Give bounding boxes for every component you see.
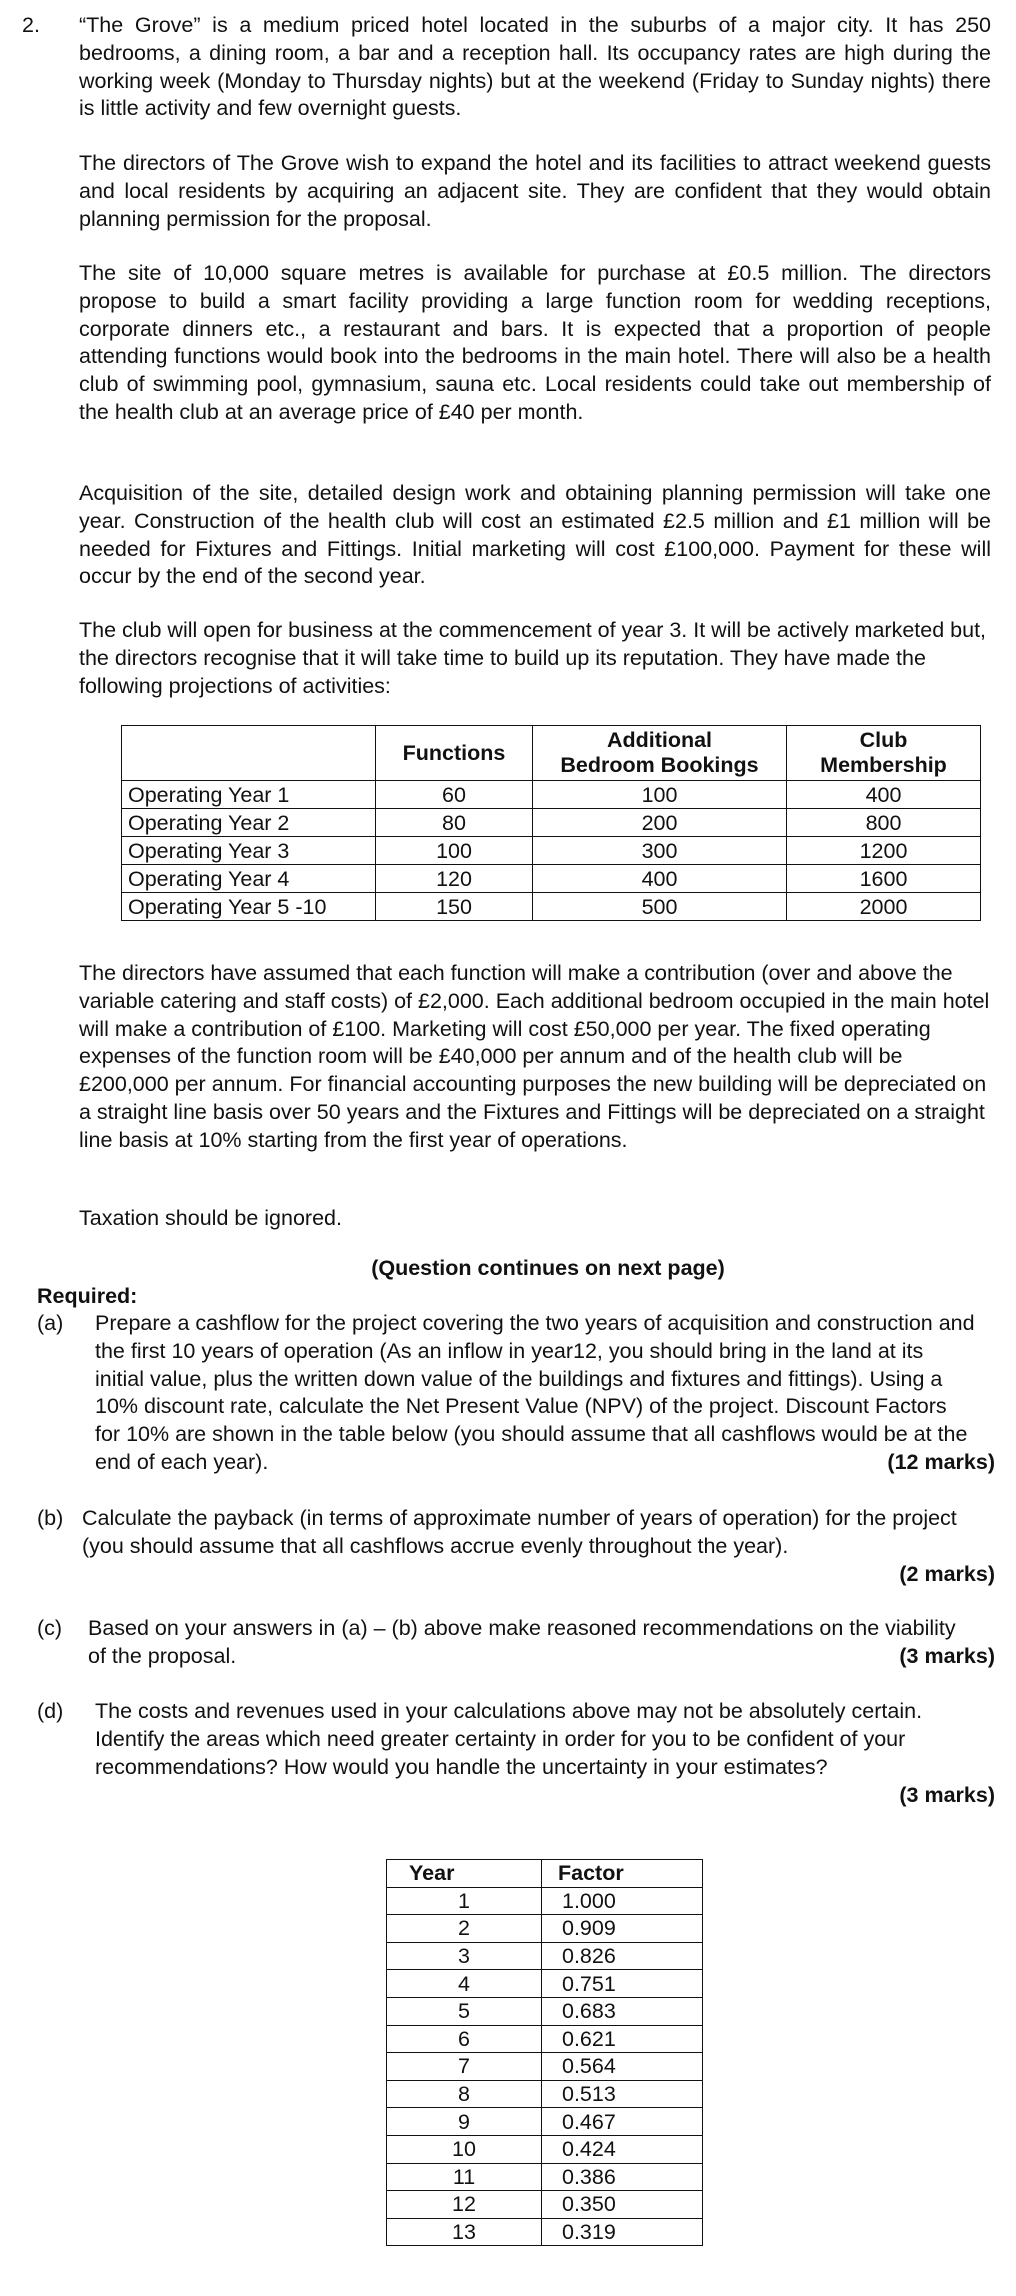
table-row [122,837,981,865]
table-row [387,2163,703,2191]
directors-paragraph: The directors of The Grove wish to expand the hotel and its facilities to attract weekend guests and local residents by acquiring an adjacent site. They are confident that they would obtain planning permission for the proposal. [79,151,991,231]
year-cell: 2 [387,1915,542,1943]
year-cell: 12 [387,2191,542,2219]
membership-value: 400 [787,781,981,809]
table-row [387,2135,703,2163]
factor-cell: 0.467 [542,2108,703,2136]
taxation-note: Taxation should be ignored. [79,1206,342,1230]
factor-cell: 0.683 [542,1997,703,2025]
row-label: Operating Year 5 -10 [122,893,376,921]
item-d-text: The costs and revenues used in your calculations above may not be absolutely certain. Identify the areas which need greater certainty in order for you to be confident of your recommendations? How would you handle the uncertainty in your estimates? [95,1699,923,1779]
table-row [387,1915,703,1943]
factor-cell: 0.909 [542,1915,703,1943]
functions-value: 100 [376,837,533,865]
table-row [387,1887,703,1915]
factor-cell: 0.751 [542,1970,703,1998]
row-label: Operating Year 1 [122,781,376,809]
item-b-text: Calculate the payback (in terms of approximate number of years of operation) for the project (you should assume that all cashflows accrue evenly throughout the year). [82,1506,957,1558]
required-heading: Required: [37,1284,138,1308]
assumptions-paragraph: The directors have assumed that each function will make a contribution (over and above the variable catering and staff costs) of £2,000. Each additional bedroom occupied in the main hotel will make a contribution of £100. Marketing will cost £50,000 per year. The fixed operating expenses of the function room will be £40,000 per annum and of the health club will be £200,000 per annum. For financial accounting purposes the new building will be depreciated on a straight line basis over 50 years and the Fixtures and Fittings will be depreciated on a straight line basis at 10% starting from the first year of operations. [79,961,990,1152]
table-row [387,1970,703,1998]
table-row [122,781,981,809]
bookings-value: 100 [533,781,787,809]
factor-cell: 0.513 [542,2080,703,2108]
year-cell: 4 [387,1970,542,1998]
row-label: Operating Year 3 [122,837,376,865]
header-factor: Factor [542,1860,703,1888]
functions-value: 80 [376,809,533,837]
functions-value: 120 [376,865,533,893]
factor-cell: 0.621 [542,2025,703,2053]
table-row [122,809,981,837]
table-row [387,2025,703,2053]
membership-value: 2000 [787,893,981,921]
factor-cell: 0.386 [542,2163,703,2191]
table-row [387,2080,703,2108]
year-cell: 13 [387,2218,542,2246]
table-row [387,2218,703,2246]
opening-paragraph: The club will open for business at the commencement of year 3. It will be actively marketed but, the directors recognise that it will take time to build up its reputation. They have made the following projections of activities: [79,618,987,698]
functions-value: 150 [376,893,533,921]
year-cell: 1 [387,1887,542,1915]
year-cell: 11 [387,2163,542,2191]
table-row [122,893,981,921]
table-row [387,2191,703,2219]
factor-cell: 1.000 [542,1887,703,1915]
discount-header-row [387,1860,703,1888]
table-row [122,865,981,893]
item-d-label: (d) [37,1699,64,1723]
table-row [387,2108,703,2136]
intro-paragraph: “The Grove” is a medium priced hotel located in the suburbs of a major city. It has 250 bedrooms, a dining room, a bar and a reception hall. Its occupancy rates are high during the working week (Monday to Thursday nights) but at the weekend (Friday to Sunday nights) there is little activity and few overnight guests. [79,13,991,121]
row-label: Operating Year 2 [122,809,376,837]
header-blank [122,726,376,781]
row-label: Operating Year 4 [122,865,376,893]
year-cell: 6 [387,2025,542,2053]
table-row [387,1997,703,2025]
header-functions: Functions [376,726,533,781]
item-a-label: (a) [37,1311,64,1335]
year-cell: 3 [387,1942,542,1970]
bookings-value: 400 [533,865,787,893]
header-club-membership: Club Membership [787,726,981,781]
year-cell: 9 [387,2108,542,2136]
year-cell: 8 [387,2080,542,2108]
factor-cell: 0.826 [542,1942,703,1970]
bookings-value: 300 [533,837,787,865]
discount-factor-table [386,1859,703,2246]
acquisition-paragraph: Acquisition of the site, detailed design work and obtaining planning permission will take one year. Construction of the health club will cost an estimated £2.5 million and £1 million will be needed for Fixtures and Fittings. Initial marketing will cost £100,000. Payment for these will occur by the end of the second year. [79,481,991,589]
year-cell: 10 [387,2135,542,2163]
factor-cell: 0.424 [542,2135,703,2163]
item-a-marks: (12 marks) [887,1450,995,1474]
projections-header-row [122,726,981,781]
factor-cell: 0.350 [542,2191,703,2219]
item-c-text: Based on your answers in (a) – (b) above make reasoned recommendations on the viability of the proposal. [88,1616,956,1668]
membership-value: 1600 [787,865,981,893]
item-c-label: (c) [37,1616,63,1640]
bookings-value: 500 [533,893,787,921]
item-a-text: Prepare a cashflow for the project covering the two years of acquisition and construction and the first 10 years of operation (As an inflow in year12, you should bring in the land at its initial value, plus the written down value of the buildings and fixtures and fittings). Using a 10% discount rate, calculate the Net Present Value (NPV) of the project. Discount Factors for 10% are shown in the table below (you should assume that all cashflows would be at the end of each year). [95,1311,975,1474]
header-bedroom-bookings: Additional Bedroom Bookings [533,726,787,781]
question-number: 2. [22,13,40,37]
year-cell: 5 [387,1997,542,2025]
item-d-marks: (3 marks) [899,1783,995,1807]
item-b-label: (b) [37,1506,64,1530]
bookings-value: 200 [533,809,787,837]
projections-table [121,725,981,921]
item-b-marks: (2 marks) [899,1562,995,1586]
table-row [387,2053,703,2081]
site-paragraph: The site of 10,000 square metres is available for purchase at £0.5 million. The directors propose to build a smart facility providing a large function room for wedding receptions, corporate dinners etc., a restaurant and bars. It is expected that a proportion of people attending functions would book into the bedrooms in the main hotel. There will also be a health club of swimming pool, gymnasium, sauna etc. Local residents could take out membership of the health club at an average price of £40 per month. [79,261,991,424]
functions-value: 60 [376,781,533,809]
header-year: Year [387,1860,542,1888]
membership-value: 1200 [787,837,981,865]
membership-value: 800 [787,809,981,837]
continues-note: (Question continues on next page) [371,1256,725,1280]
year-cell: 7 [387,2053,542,2081]
factor-cell: 0.564 [542,2053,703,2081]
item-c-marks: (3 marks) [899,1644,995,1668]
factor-cell: 0.319 [542,2218,703,2246]
table-row [387,1942,703,1970]
